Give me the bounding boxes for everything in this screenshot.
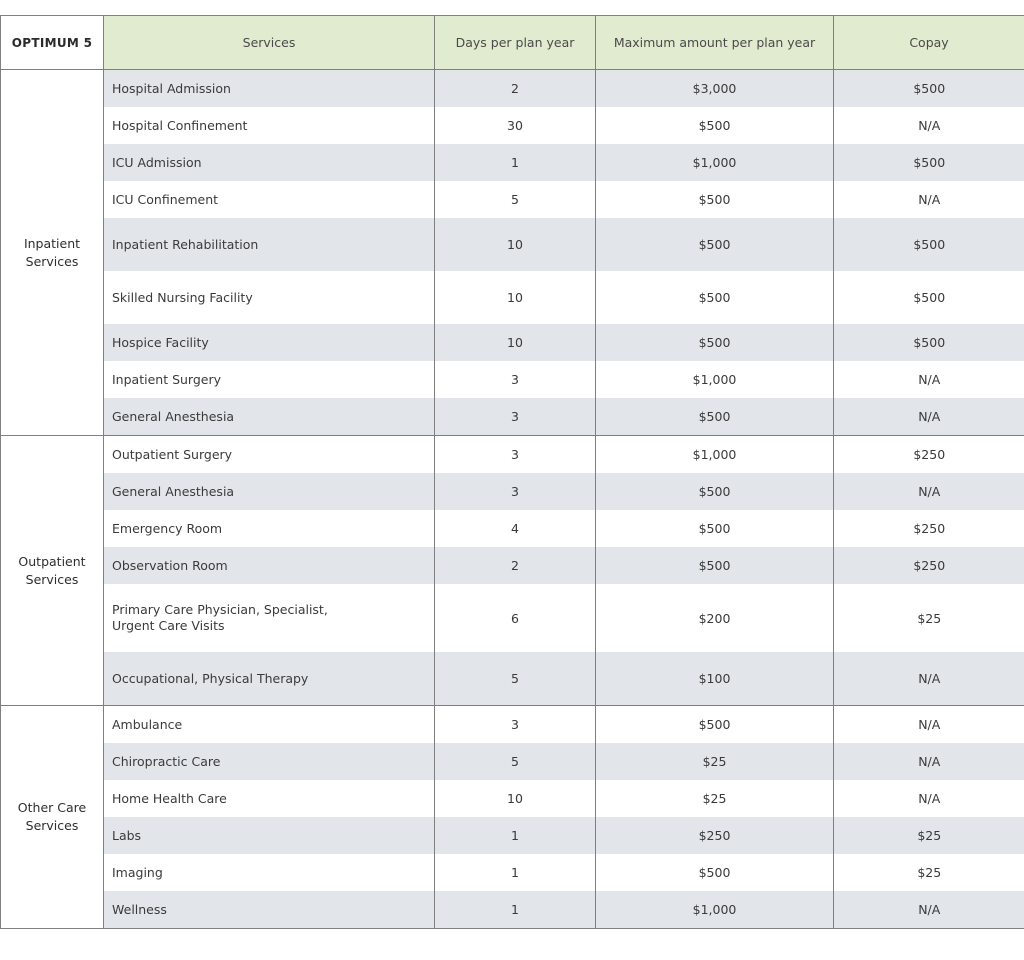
service-cell: Inpatient Rehabilitation <box>104 218 435 271</box>
max-amount-cell: $1,000 <box>596 144 834 181</box>
max-amount-cell: $1,000 <box>596 891 834 929</box>
days-header: Days per plan year <box>435 16 596 70</box>
table-row <box>1 547 1024 584</box>
max-amount-cell: $500 <box>596 107 834 144</box>
max-amount-cell: $500 <box>596 324 834 361</box>
copay-cell: $500 <box>913 290 946 305</box>
days-cell: 3 <box>435 706 596 744</box>
days-cell: 1 <box>435 817 596 854</box>
group-label-inpatient <box>1 70 104 436</box>
days-cell: 3 <box>435 436 596 474</box>
table-row <box>1 361 1024 398</box>
max-amount-cell: $500 <box>596 854 834 891</box>
max-amount-cell: $25 <box>596 780 834 817</box>
table-row <box>1 436 1024 474</box>
service-cell <box>104 584 435 652</box>
max-amount-cell: $3,000 <box>596 70 834 108</box>
service-cell: Imaging <box>104 854 435 891</box>
days-cell: 1 <box>435 854 596 891</box>
max-amount-cell: $250 <box>596 817 834 854</box>
copay-cell: N/A <box>918 118 941 133</box>
table-row <box>1 891 1024 929</box>
service-cell: Home Health Care <box>104 780 435 817</box>
copay-cell: N/A <box>834 743 1024 780</box>
service-cell: Hospital Confinement <box>104 107 435 144</box>
days-cell: 2 <box>435 70 596 108</box>
service-cell: Outpatient Surgery <box>104 436 435 474</box>
max-amount-cell: $500 <box>596 473 834 510</box>
max-amount-cell: $500 <box>596 271 834 324</box>
days-cell: 1 <box>435 891 596 929</box>
copay-cell: N/A <box>834 652 1024 706</box>
days-cell: 10 <box>435 324 596 361</box>
service-cell: Skilled Nursing Facility <box>104 271 435 324</box>
service-cell: Observation Room <box>104 547 435 584</box>
copay-cell: $250 <box>913 521 946 536</box>
copay-cell: $25 <box>917 865 942 880</box>
services-header: Services <box>104 16 435 70</box>
days-cell: 6 <box>435 584 596 652</box>
max-amount-cell: $500 <box>596 547 834 584</box>
max-amount-cell: $500 <box>596 181 834 218</box>
table-row <box>1 780 1024 817</box>
copay-header: Copay <box>834 16 1024 70</box>
group-label-other <box>1 706 104 929</box>
service-cell: Emergency Room <box>104 510 435 547</box>
days-cell: 10 <box>435 780 596 817</box>
max-amount-cell: $500 <box>596 398 834 436</box>
copay-cell: N/A <box>918 717 941 732</box>
table-row <box>1 271 1024 324</box>
group-label-text: Other Care Services <box>17 800 87 833</box>
copay-cell: N/A <box>918 372 941 387</box>
service-text: Primary Care Physician, Specialist, Urgent Care Visits <box>112 602 328 633</box>
max-amount-cell: $1,000 <box>596 436 834 474</box>
copay-cell: $500 <box>834 324 1024 361</box>
days-cell: 3 <box>435 473 596 510</box>
plan-name-header: OPTIMUM 5 <box>1 16 104 70</box>
table-row <box>1 817 1024 854</box>
copay-cell: N/A <box>834 398 1024 436</box>
table-row <box>1 743 1024 780</box>
service-cell: General Anesthesia <box>104 398 435 436</box>
service-cell: Chiropractic Care <box>104 743 435 780</box>
copay-cell: $25 <box>917 610 942 626</box>
benefits-table <box>0 15 1024 929</box>
table-row <box>1 854 1024 891</box>
max-amount-cell: $100 <box>596 652 834 706</box>
group-label-text: Inpatient Services <box>23 235 81 269</box>
copay-cell: $25 <box>834 817 1024 854</box>
days-cell: 5 <box>435 652 596 706</box>
max-amount-cell: $500 <box>596 218 834 271</box>
copay-cell: $500 <box>834 70 1024 108</box>
copay-cell: $250 <box>913 447 946 462</box>
days-cell: 3 <box>435 361 596 398</box>
copay-cell: N/A <box>834 473 1024 510</box>
copay-cell: $500 <box>834 218 1024 271</box>
copay-cell: N/A <box>918 791 941 806</box>
days-cell: 4 <box>435 510 596 547</box>
service-cell: Ambulance <box>104 706 435 744</box>
service-cell: ICU Admission <box>104 144 435 181</box>
service-cell: General Anesthesia <box>104 473 435 510</box>
days-cell: 3 <box>435 398 596 436</box>
days-cell: 1 <box>435 144 596 181</box>
group-label-outpatient <box>1 436 104 706</box>
max-amount-cell: $25 <box>596 743 834 780</box>
copay-cell: N/A <box>918 192 941 207</box>
table-row <box>1 652 1024 706</box>
group-label-text: Outpatient Services <box>18 553 86 587</box>
days-cell: 5 <box>435 181 596 218</box>
max-amount-cell: $500 <box>596 510 834 547</box>
service-cell: Labs <box>104 817 435 854</box>
service-cell: Hospice Facility <box>104 324 435 361</box>
table-row <box>1 181 1024 218</box>
table-row <box>1 510 1024 547</box>
table-row <box>1 324 1024 361</box>
copay-cell: $500 <box>834 144 1024 181</box>
days-cell: 10 <box>435 218 596 271</box>
table-row <box>1 144 1024 181</box>
service-cell: ICU Confinement <box>104 181 435 218</box>
header-row <box>1 16 1024 70</box>
days-cell: 2 <box>435 547 596 584</box>
table-row <box>1 706 1024 744</box>
max-amount-cell: $500 <box>596 706 834 744</box>
table-row <box>1 107 1024 144</box>
service-cell: Inpatient Surgery <box>104 361 435 398</box>
copay-cell: $250 <box>834 547 1024 584</box>
copay-cell: N/A <box>834 891 1024 929</box>
table-row <box>1 473 1024 510</box>
table-row <box>1 218 1024 271</box>
service-cell: Occupational, Physical Therapy <box>104 652 435 706</box>
days-cell: 10 <box>435 271 596 324</box>
max-amount-cell: $200 <box>596 584 834 652</box>
max-amount-cell: $1,000 <box>596 361 834 398</box>
table-row <box>1 70 1024 108</box>
table-row <box>1 398 1024 436</box>
service-cell: Hospital Admission <box>104 70 435 108</box>
days-cell: 30 <box>435 107 596 144</box>
days-cell: 5 <box>435 743 596 780</box>
service-cell: Wellness <box>104 891 435 929</box>
max-amount-header: Maximum amount per plan year <box>596 16 834 70</box>
table-row <box>1 584 1024 652</box>
